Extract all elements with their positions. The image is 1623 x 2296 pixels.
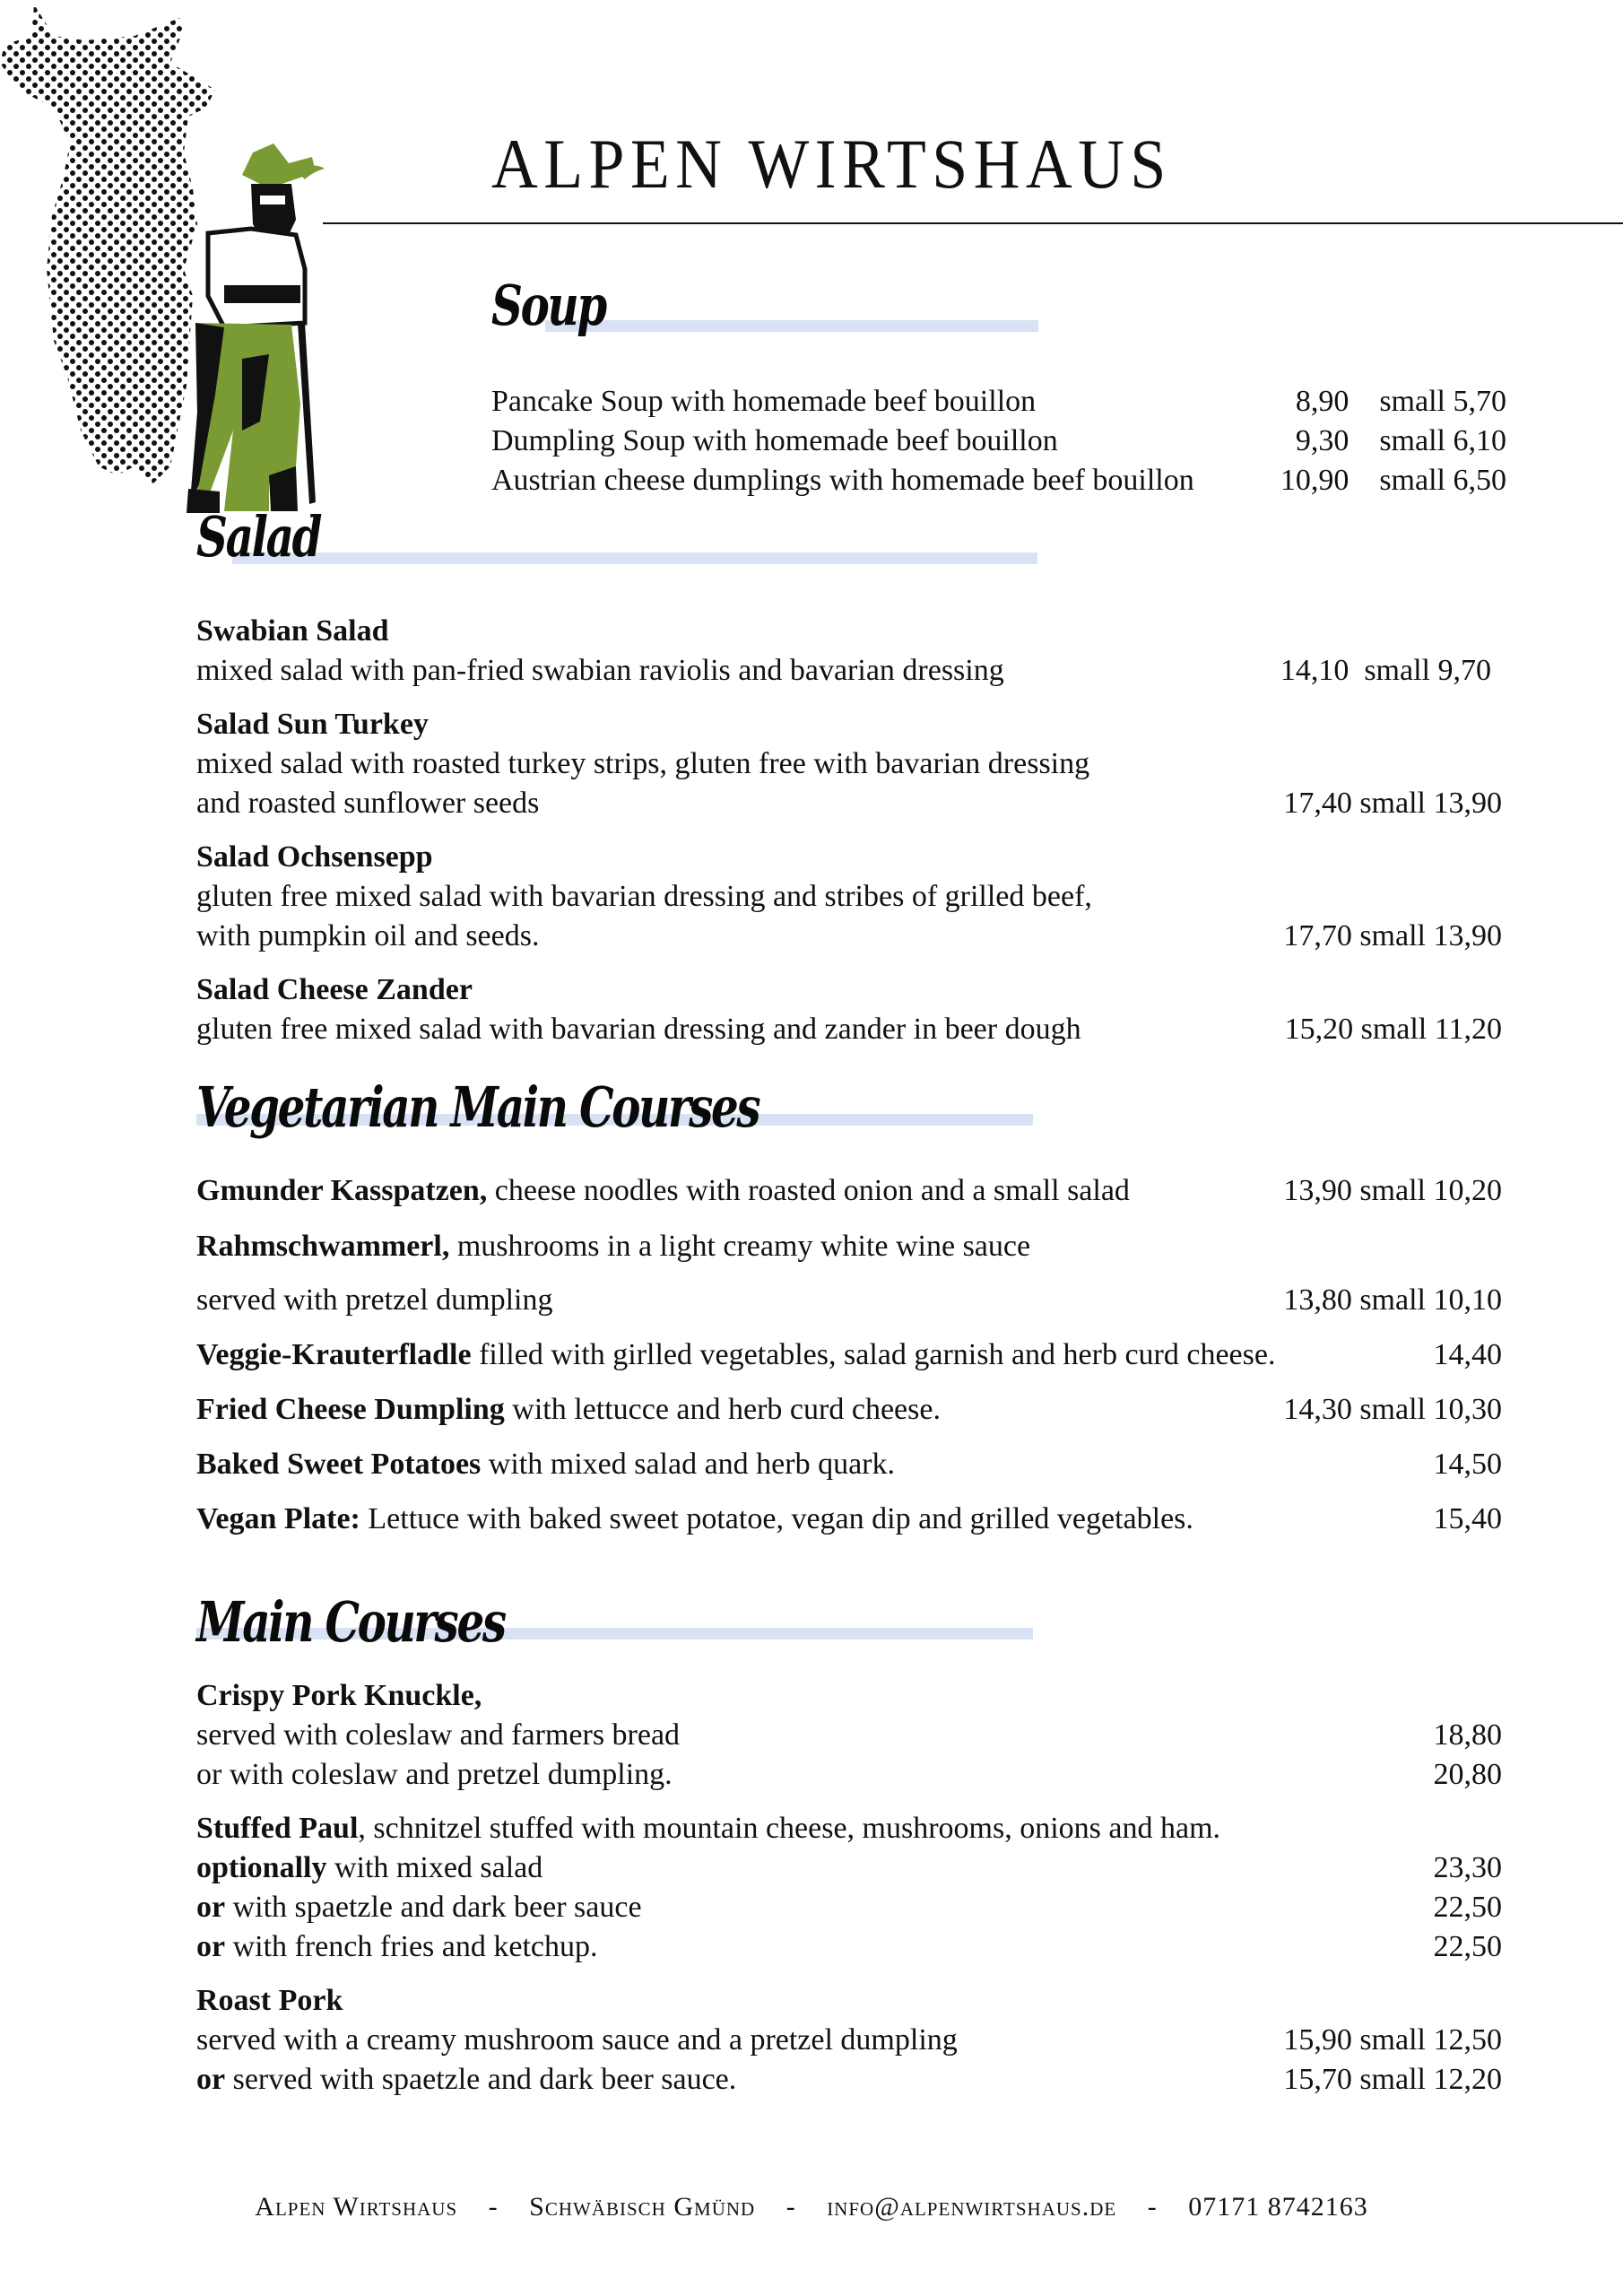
footer-restaurant-name: Alpen Wirtshaus xyxy=(255,2192,458,2222)
item-description: mushrooms in a light creamy white wine sauce xyxy=(449,1230,1031,1263)
item-name: Swabian Salad xyxy=(196,614,389,648)
cow-silhouette-icon xyxy=(0,4,215,484)
footer-email-link[interactable]: info@alpenwirtshaus.de xyxy=(827,2192,1117,2222)
menu-item-salad-1-line xyxy=(196,744,1502,784)
footer-separator: - xyxy=(488,2192,499,2222)
item-price: 9,30 small 6,10 xyxy=(1295,424,1506,457)
footer-separator: - xyxy=(1147,2192,1158,2222)
menu-item-soup-1 xyxy=(491,422,1506,461)
menu-item-veg-0 xyxy=(196,1171,1502,1211)
item-description: cheese noodles with roasted onion and a small salad xyxy=(487,1174,1130,1207)
menu-item-main-1-opt-0 xyxy=(196,1848,1502,1888)
section-title-main: Main Courses xyxy=(196,1589,505,1655)
item-price: 15,40 xyxy=(1433,1502,1502,1535)
option-prefix: or xyxy=(196,1930,226,1963)
item-price: 14,10 small 9,70 xyxy=(1280,654,1491,687)
footer-separator: - xyxy=(785,2192,796,2222)
menu-item-veg-1-line xyxy=(196,1227,1502,1266)
item-price: 17,40 small 13,90 xyxy=(1283,787,1502,820)
item-name: Crispy Pork Knuckle, xyxy=(196,1679,482,1712)
menu-item-veg-5 xyxy=(196,1500,1502,1539)
item-name: Roast Pork xyxy=(196,1984,343,2017)
menu-item-main-1-opt-1 xyxy=(196,1888,1502,1927)
menu-item-salad-3-name xyxy=(196,970,1502,1010)
menu-item-veg-1 xyxy=(196,1281,1502,1320)
menu-item-main-2-name xyxy=(196,1981,1502,2021)
item-description: served with coleslaw and farmers bread xyxy=(196,1718,681,1752)
restaurant-title: ALPEN WIRTSHAUS xyxy=(491,125,1172,204)
section-accent-bar xyxy=(232,552,1037,564)
item-price: 14,30 small 10,30 xyxy=(1283,1393,1502,1426)
item-price: 22,50 xyxy=(1433,1891,1502,1924)
item-price: 15,70 small 12,20 xyxy=(1283,2063,1502,2096)
footer-contact xyxy=(0,2192,1623,2222)
item-name: Salad Cheese Zander xyxy=(196,973,473,1006)
item-description: mixed salad with pan-fried swabian raviolis and bavarian dressing xyxy=(196,654,1004,687)
item-description: with mixed salad xyxy=(326,1851,543,1884)
item-name: Baked Sweet Potatoes xyxy=(196,1448,482,1481)
item-price: 17,70 small 13,90 xyxy=(1283,919,1502,952)
section-vegetarian xyxy=(196,1069,1057,1159)
section-soup xyxy=(491,269,1119,359)
menu-item-salad-2-name xyxy=(196,838,1502,877)
item-price: 23,30 xyxy=(1433,1851,1502,1884)
menu-item-salad-3 xyxy=(196,1010,1502,1049)
item-name: Stuffed Paul xyxy=(196,1812,359,1845)
item-price: 15,90 small 12,50 xyxy=(1283,2023,1502,2057)
item-price: 20,80 xyxy=(1433,1758,1502,1791)
menu-item-salad-1 xyxy=(196,784,1502,823)
menu-item-main-0-opt-0 xyxy=(196,1716,1502,1755)
item-price: 22,50 xyxy=(1433,1930,1502,1963)
header-divider xyxy=(323,222,1623,224)
item-name: Veggie-Krauterfladle xyxy=(196,1338,472,1371)
item-description: served with spaetzle and dark beer sauce. xyxy=(225,2063,737,2096)
menu-item-main-0-name xyxy=(196,1676,1502,1716)
menu-item-main-2-opt-0 xyxy=(196,2021,1502,2060)
section-salad xyxy=(196,502,1057,592)
menu-item-salad-2 xyxy=(196,917,1502,956)
menu-item-main-0-opt-1 xyxy=(196,1755,1502,1795)
item-description: with pumpkin oil and seeds. xyxy=(196,919,540,952)
item-price: 10,90 small 6,50 xyxy=(1280,464,1506,497)
item-description: mixed salad with roasted turkey strips, gluten free with bavarian dressing xyxy=(196,747,1090,780)
menu-item-veg-2 xyxy=(196,1335,1502,1375)
item-price: 14,40 xyxy=(1433,1338,1502,1371)
menu-item-soup-2 xyxy=(491,461,1506,500)
option-prefix: optionally xyxy=(196,1851,327,1884)
item-description: with french fries and ketchup. xyxy=(225,1930,598,1963)
menu-item-main-1-opt-2 xyxy=(196,1927,1502,1967)
menu-item-salad-0-name xyxy=(196,612,1502,651)
item-name: Fried Cheese Dumpling xyxy=(196,1393,505,1426)
item-price: 18,80 xyxy=(1433,1718,1502,1752)
section-title-vegetarian: Vegetarian Main Courses xyxy=(196,1074,759,1140)
item-description: filled with girlled vegetables, salad garnish and herb curd cheese. xyxy=(471,1338,1276,1371)
item-description: and roasted sunflower seeds xyxy=(196,787,540,820)
item-description: Pancake Soup with homemade beef bouillon xyxy=(491,385,1037,418)
item-price: 14,50 xyxy=(1433,1448,1502,1481)
option-prefix: or xyxy=(196,2063,226,2096)
section-title-salad: Salad xyxy=(196,504,321,570)
section-accent-bar xyxy=(545,320,1038,332)
menu-item-veg-3 xyxy=(196,1390,1502,1430)
section-title-soup: Soup xyxy=(491,273,605,338)
item-description: with spaetzle and dark beer sauce xyxy=(225,1891,642,1924)
item-description: Austrian cheese dumplings with homemade beef bouillon xyxy=(491,464,1194,497)
item-name: Vegan Plate: xyxy=(196,1502,360,1535)
item-description: with mixed salad and herb quark. xyxy=(481,1448,896,1481)
item-description: served with a creamy mushroom sauce and a pretzel dumpling xyxy=(196,2023,958,2057)
item-description: , schnitzel stuffed with mountain cheese, mushrooms, onions and ham. xyxy=(358,1812,1221,1845)
item-description: Lettuce with baked sweet potatoe, vegan dip and grilled vegetables. xyxy=(360,1502,1193,1535)
item-price: 13,80 small 10,10 xyxy=(1283,1283,1502,1317)
item-description: with lettucce and herb curd cheese. xyxy=(504,1393,941,1426)
menu-item-soup-0 xyxy=(491,382,1506,422)
item-name: Salad Ochsensepp xyxy=(196,840,433,874)
item-price: 8,90 small 5,70 xyxy=(1295,385,1506,418)
menu-item-salad-0 xyxy=(196,651,1502,691)
menu-item-salad-2-line xyxy=(196,877,1502,917)
footer-phone[interactable]: 07171 8742163 xyxy=(1188,2192,1368,2222)
man-in-lederhosen-icon xyxy=(187,144,325,513)
item-price: 13,90 small 10,20 xyxy=(1283,1174,1502,1207)
item-description: or with coleslaw and pretzel dumpling. xyxy=(196,1758,673,1791)
item-name: Rahmschwammerl, xyxy=(196,1230,450,1263)
item-price: 15,20 small 11,20 xyxy=(1284,1013,1502,1046)
item-description: gluten free mixed salad with bavarian dressing and stribes of grilled beef, xyxy=(196,880,1092,913)
item-name: Salad Sun Turkey xyxy=(196,708,429,741)
illustration-cow-and-man xyxy=(0,0,341,520)
option-prefix: or xyxy=(196,1891,226,1924)
menu-item-veg-4 xyxy=(196,1445,1502,1484)
item-description: gluten free mixed salad with bavarian dressing and zander in beer dough xyxy=(196,1013,1081,1046)
item-description: served with pretzel dumpling xyxy=(196,1283,553,1317)
menu-item-main-2-opt-1 xyxy=(196,2060,1502,2100)
menu-item-salad-1-name xyxy=(196,705,1502,744)
item-name: Gmunder Kasspatzen, xyxy=(196,1174,488,1207)
menu-item-main-1-name xyxy=(196,1809,1502,1848)
section-main-courses xyxy=(196,1578,1057,1668)
item-description: Dumpling Soup with homemade beef bouillon xyxy=(491,424,1058,457)
footer-city: Schwäbisch Gmünd xyxy=(529,2192,756,2222)
